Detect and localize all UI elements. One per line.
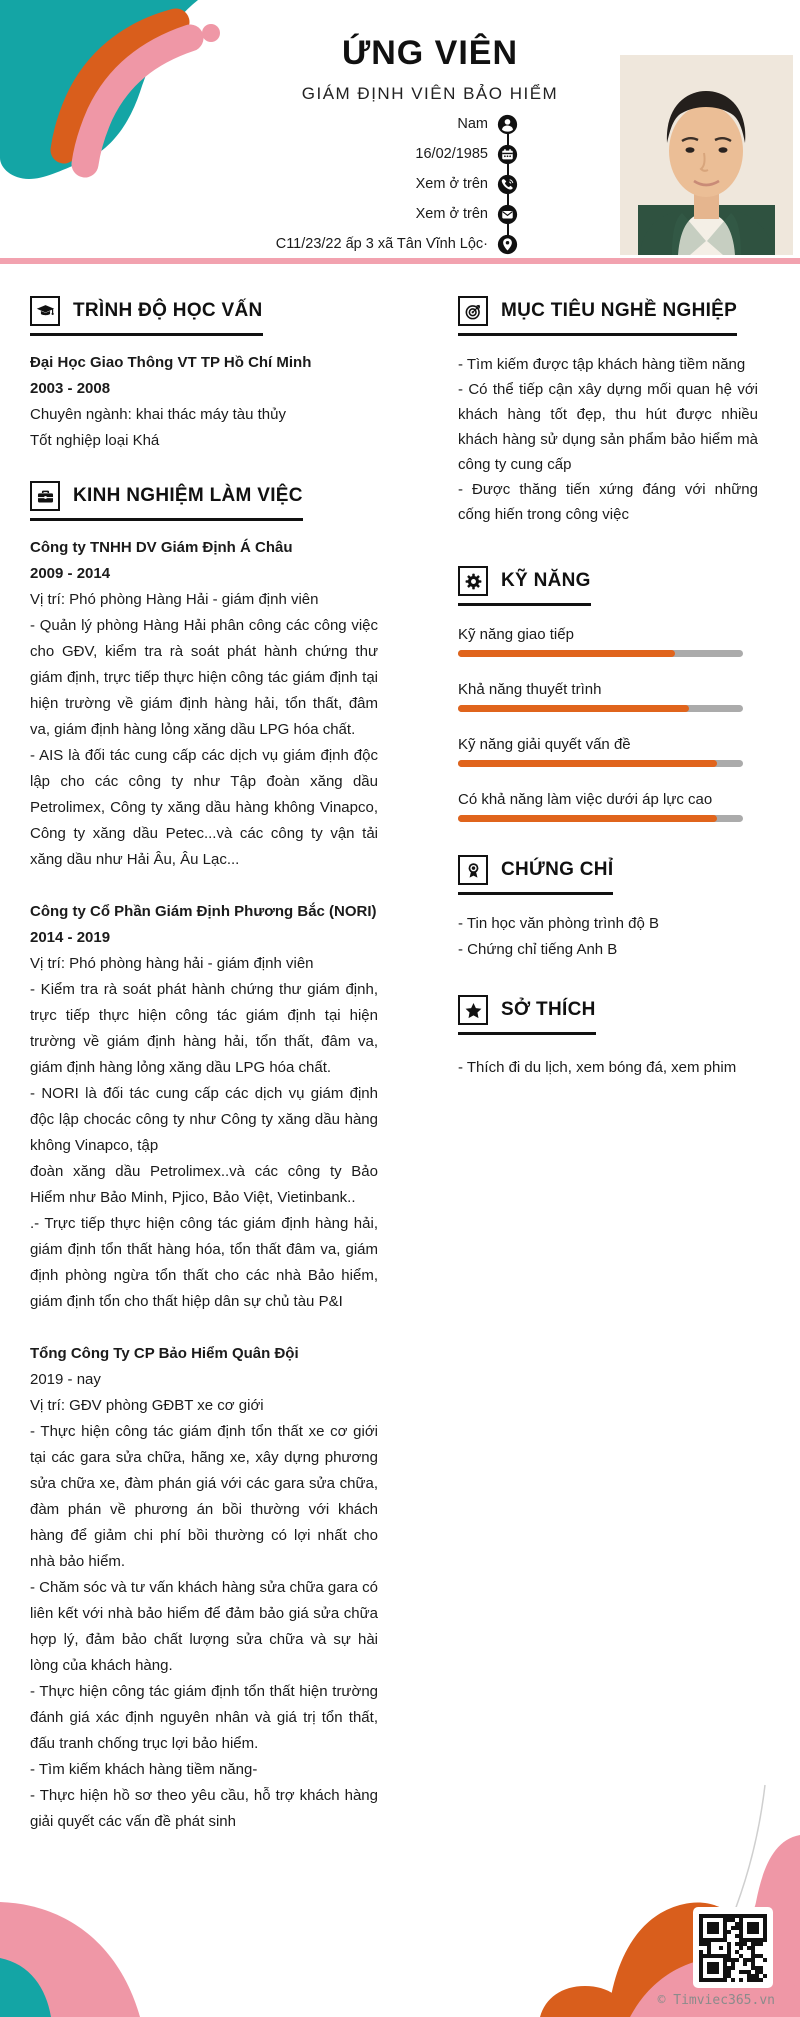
skill-bar-fill (458, 650, 675, 657)
skill-label: Kỹ năng giao tiếp (458, 626, 574, 643)
job-detail: - NORI là đối tác cung cấp các dịch vụ giám định độc lập chocác công ty như Công ty xăng dầu hàng không Vinapco, tập (30, 1085, 378, 1154)
skill-bar-fill (458, 815, 717, 822)
skill-bar-track (458, 760, 743, 767)
job-detail: - Thực hiện hồ sơ theo yêu cầu, hỗ trợ khách hàng giải quyết các vấn đề phát sinh (30, 1787, 378, 1830)
education-section-heading (30, 296, 263, 336)
contact-row-phone (200, 169, 518, 199)
skill-bar-fill (458, 705, 689, 712)
job-company: Công ty Cổ Phần Giám Định Phương Bắc (NORI) (30, 903, 377, 920)
job-detail: - Thực hiện công tác giám định tổn thất xe cơ giới tại các gara sửa chữa, hãng xe, xây dựng phương sửa chữa xe, đàm phán giá với các gara sửa chữa, đàm phán về phương án bồi thường với khách hàng để giảm chi phí bồi thường có lợi nhất cho nhà bảo hiểm. (30, 1423, 378, 1570)
gender-value: Nam (457, 116, 488, 132)
job-detail: - Kiểm tra rà soát phát hành chứng thư giám định, trực tiếp thực hiện công tác giám định tại hiện trường về giám định hàng hải, tổn thất, đâm va, giám định hàng lỏng xăng dầu LPG hóa chất. (30, 981, 378, 1076)
gender-icon (497, 114, 518, 135)
certificate-item: - Tin học văn phòng trình độ B (458, 915, 659, 932)
contact-row-email (200, 199, 518, 229)
objective-items (458, 352, 758, 527)
briefcase-icon (30, 481, 60, 511)
email-value: Xem ở trên (415, 206, 488, 222)
objective-item: - Tìm kiếm được tập khách hàng tiềm năng (458, 356, 746, 373)
job-years: 2019 - nay (30, 1371, 101, 1388)
job-detail: .- Trực tiếp thực hiện công tác giám định hàng hải, giám định tổn thất hàng hóa, tổn thất đâm va, giám định phòng ngừa tổn thất cho các nhà Bảo hiểm, giám định tổn cho thất hiệp dân sự chủ tàu P&I (30, 1215, 378, 1310)
experience-section (30, 481, 378, 1835)
education-major: Chuyên ngành: khai thác máy tàu thủy (30, 406, 286, 423)
contact-row-birthday (200, 139, 518, 169)
skills-section-heading (458, 566, 591, 606)
hobby-item: - Thích đi du lịch, xem bóng đá, xem phim (458, 1059, 737, 1076)
experience-heading-label: KINH NGHIỆM LÀM VIỆC (73, 485, 303, 506)
education-details (30, 350, 378, 454)
job-years: 2009 - 2014 (30, 565, 111, 582)
location-icon (497, 234, 518, 255)
job-entry (30, 899, 378, 1315)
candidate-job-title: GIÁM ĐỊNH VIÊN BẢO HIỂM (301, 84, 559, 103)
objective-item: - Có thể tiếp cận xây dựng mối quan hệ với khách hàng tốt đẹp, thu hút được nhiều khách hàng sử dụng sản phẩm bảo hiểm mà công ty cung cấp (458, 381, 758, 473)
birthday-value: 16/02/1985 (415, 146, 488, 162)
objective-section (458, 296, 758, 527)
job-detail: - Chăm sóc và tư vấn khách hàng sửa chữa gara có liên kết với nhà bảo hiểm để đảm bảo giá sửa chữa hợp lý, đảm bảo chất lượng sửa chữa và sự hài lòng của khách hàng. (30, 1579, 378, 1674)
objective-heading-label: MỤC TIÊU NGHỀ NGHIỆP (501, 300, 738, 321)
hobbies-section (458, 995, 758, 1081)
star-icon (458, 995, 488, 1025)
objective-section-heading (458, 296, 737, 336)
skill-item (458, 789, 758, 822)
bottom-blob-decoration (0, 1780, 800, 2017)
certificates-section-heading (458, 855, 613, 895)
hobbies-heading-label: SỞ THÍCH (501, 999, 596, 1020)
job-company: Công ty TNHH DV Giám Định Á Châu (30, 539, 293, 556)
education-school: Đại Học Giao Thông VT TP Hồ Chí Minh (30, 354, 312, 371)
job-entry (30, 535, 378, 873)
qr-code (693, 1907, 773, 1988)
certificates-section (458, 855, 758, 963)
job-company: Tổng Công Ty CP Bảo Hiểm Quân Đội (30, 1345, 299, 1362)
job-detail: - AIS là đối tác cung cấp các dịch vụ giám định độc lập cho các công ty như Tập đoàn xăng dầu Petrolimex, Công ty xăng dầu hàng không Vinapco, Công ty xăng dầu Petec...và các công ty vận tải xăng dầu như Hải Âu, Âu Lạc... (30, 747, 378, 868)
job-years: 2014 - 2019 (30, 929, 111, 946)
target-icon (458, 296, 488, 326)
address-value: C11/23/22 ấp 3 xã Tân Vĩnh Lộc· (275, 236, 488, 252)
job-detail: - Tìm kiếm khách hàng tiềm năng- (30, 1761, 258, 1778)
candidate-photo (620, 55, 793, 255)
candidate-name: ỨNG VIÊN (341, 34, 518, 72)
email-icon (497, 204, 518, 225)
phone-icon (497, 174, 518, 195)
calendar-icon (497, 144, 518, 165)
medal-icon (458, 855, 488, 885)
education-years: 2003 - 2008 (30, 380, 111, 397)
gear-icon (458, 566, 488, 596)
skill-label: Kỹ năng giải quyết vấn đề (458, 736, 631, 753)
watermark-credit: © Timviec365.vn (657, 1993, 775, 2008)
skill-list (458, 624, 758, 822)
skill-bar-track (458, 705, 743, 712)
job-list (30, 535, 378, 1835)
left-column (30, 296, 378, 1835)
contact-row-address (200, 229, 518, 259)
job-position: Vị trí: GĐV phòng GĐBT xe cơ giới (30, 1397, 264, 1414)
hobbies-section-heading (458, 995, 596, 1035)
certificate-item: - Chứng chỉ tiếng Anh B (458, 941, 618, 958)
skill-bar-track (458, 650, 743, 657)
job-position: Vị trí: Phó phòng hàng hải - giám định viên (30, 955, 314, 972)
skill-item (458, 734, 758, 767)
job-detail: - Thực hiện công tác giám định tổn thất hiện trường đánh giá xác định nguyên nhân và giá trị tổn thất, đấu tranh chống trục lợi bảo hiểm. (30, 1683, 378, 1752)
education-heading-label: TRÌNH ĐỘ HỌC VẤN (73, 300, 263, 321)
skill-item (458, 624, 758, 657)
job-entry (30, 1341, 378, 1835)
skill-label: Có khả năng làm việc dưới áp lực cao (458, 791, 713, 808)
skill-item (458, 679, 758, 712)
objective-item: - Được thăng tiến xứng đáng với những cống hiến trong công việc (458, 481, 758, 523)
job-position: Vị trí: Phó phòng Hàng Hải - giám định viên (30, 591, 319, 608)
education-grade: Tốt nghiệp loại Khá (30, 432, 160, 449)
contact-row-gender (200, 109, 518, 139)
skill-label: Khả năng thuyết trình (458, 681, 602, 698)
certificates-heading-label: CHỨNG CHỈ (501, 859, 614, 880)
pink-divider-bar (0, 258, 800, 264)
job-detail: - Quản lý phòng Hàng Hải phân công các công việc cho GĐV, kiểm tra rà soát phát hành chứng thư giám định, trực tiếp thực hiện công tác giám định tại hiện trường về giám định hàng hải, tổn thất, đâm va, giám định hàng lỏng xăng dầu LPG hóa chất. (30, 617, 378, 738)
skill-bar-track (458, 815, 743, 822)
certificate-items (458, 911, 758, 963)
hobby-items (458, 1055, 758, 1081)
contact-list (200, 109, 518, 259)
skills-section (458, 566, 758, 844)
graduation-cap-icon (30, 296, 60, 326)
skills-heading-label: KỸ NĂNG (501, 570, 591, 591)
skill-bar-fill (458, 760, 717, 767)
experience-section-heading (30, 481, 303, 521)
job-detail: đoàn xăng dầu Petrolimex..và các công ty Bảo Hiểm như Bảo Minh, Pjico, Bảo Việt, Vietinbank.. (30, 1163, 378, 1206)
phone-value: Xem ở trên (415, 176, 488, 192)
